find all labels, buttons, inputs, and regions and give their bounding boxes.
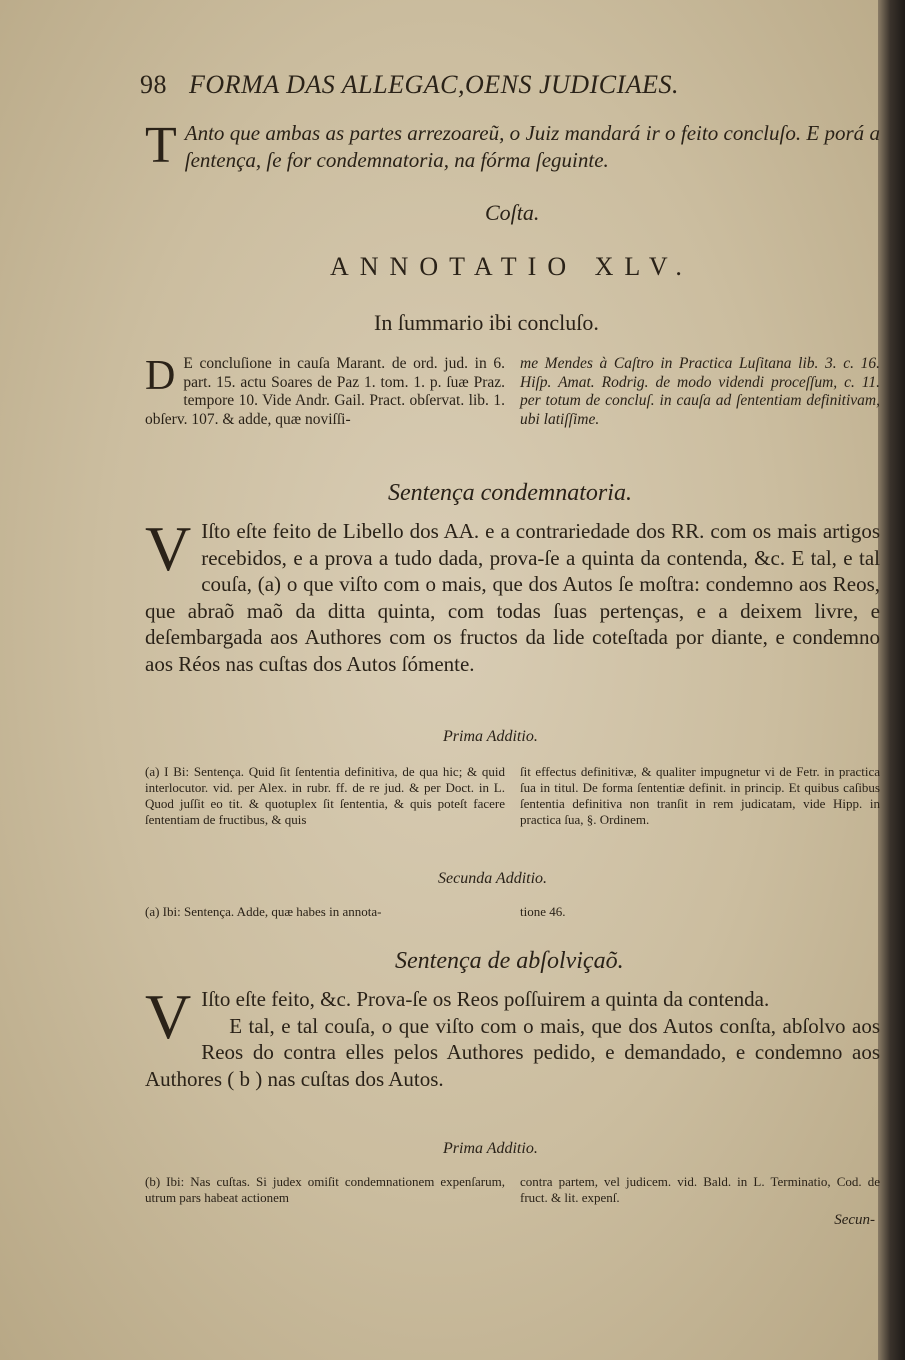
addition2-left: (a) Ibi: Sentença. Adde, quæ habes in annota- xyxy=(145,904,382,919)
addition1-notes xyxy=(145,764,880,828)
addition3-notes xyxy=(145,1174,880,1206)
intro-text: Anto que ambas as partes arrezoareũ, o Juiz mandará ir o feito concluſo. E porá a ſentença, ſe for condemnatoria, na fórma ſeguinte. xyxy=(184,121,880,172)
addition3-left: (b) Ibi: Nas cuſtas. Si judex omiſit condemnationem expenſarum, utrum pars habeat actionem xyxy=(145,1174,505,1205)
notes-left-text: E concluſione in cauſa Marant. de ord. jud. in 6. part. 15. actu Soares de Paz 1. tom. 1. p. ſuæ Praz. tempore 10. Vide Andr. Gail. Pract. obſervat. lib. 1. obſerv. 107. & adde, quæ noviſſi- xyxy=(145,355,505,428)
annotatio-subtitle: In ſummario ibi concluſo. xyxy=(374,310,599,335)
section2-text2: E tal, e tal couſa, o que viſto com o mais, que dos Autos conſta, abſolvo aos Reos do contra elles pelos Authores pedido, e demandado, e condemno aos Authores ( b ) nas cuſtas dos Autos. xyxy=(145,1013,880,1091)
section2-heading: Sentença de abſolviçaõ. xyxy=(395,948,624,974)
section2-text1: Iſto eſte feito, &c. Prova-ſe os Reos poſſuirem a quinta da contenda. xyxy=(201,987,770,1011)
notes-right-column: me Mendes à Caſtro in Practica Luſitana lib. 3. c. 16. Hiſp. Amat. Rodrig. de modo videndi proceſſum, c. 11. per totum de concluſ. in cauſa ad ſententiam definitivam, ubi latiſſime. xyxy=(520,355,880,428)
costa-attribution: Coſta. xyxy=(485,200,540,225)
section2-body xyxy=(145,981,880,1092)
page-number: 98 xyxy=(140,70,167,99)
section1-heading: Sentença condemnatoria. xyxy=(388,480,632,506)
section1-dropcap: V xyxy=(145,513,192,584)
intro-paragraph xyxy=(145,117,880,174)
notes-left-column xyxy=(145,355,505,429)
addition3-right: contra partem, vel judicem. vid. Bald. in L. Terminatio, Cod. de fruct. & lit. expenſ. xyxy=(520,1174,880,1205)
catchword: Secun- xyxy=(834,1212,875,1228)
addition2-right: tione 46. xyxy=(520,904,566,919)
running-header xyxy=(140,70,679,100)
addition2-heading: Secunda Additio. xyxy=(438,870,548,887)
addition1-heading: Prima Additio. xyxy=(443,728,538,745)
section1-text: Iſto eſte feito de Libello dos AA. e a contrariedade dos RR. com os mais artigos recebidos, e a prova a tudo dada, prova-ſe a quinta da contenda, &c. E tal, e tal couſa, (a) o que viſto com o mais, que dos Autos ſe moſtra: condemno aos Reos, que abraõ maõ da ditta quinta, com todas ſuas pertenças, e a deixem livre, e deſembargada aos Authores com os fructos da lide coteſtada por diante, e condemno aos Réos nas cuſtas dos Autos ſómente. xyxy=(145,519,880,676)
addition1-right: ſit effectus definitivæ, & qualiter impugnetur vi de Fetr. in practica ſua in titul. De forma ſententiæ definit. in princip. Et quibus caſibus ſententia definitiva non tranſit in rem judicatam, vide Hipp. in practica ſua, §. Ordinem. xyxy=(520,764,880,827)
addition2-notes xyxy=(145,904,880,920)
intro-dropcap: T xyxy=(145,117,177,174)
annotatio-title: ANNOTATIO XLV. xyxy=(330,252,693,281)
notes-dropcap: D xyxy=(145,353,176,399)
section2-dropcap: V xyxy=(145,981,192,1052)
addition1-left: (a) I Bi: Sentença. Quid ſit ſententia definitiva, de qua hic; & quid interlocutor. vid. per Alex. in rubr. ff. de re jud. & per Doct. in L. Quod juſſit eo tit. & quotuplex ſit ſententia, & quis poteſt facere ſententiam de fructibus, & quis xyxy=(145,764,505,827)
section1-body xyxy=(145,513,880,677)
book-spine xyxy=(878,0,905,1360)
addition3-heading: Prima Additio. xyxy=(443,1140,538,1157)
running-title: FORMA DAS ALLEGAC,OENS JUDICIAES. xyxy=(189,70,679,99)
annotation-notes xyxy=(145,355,880,429)
